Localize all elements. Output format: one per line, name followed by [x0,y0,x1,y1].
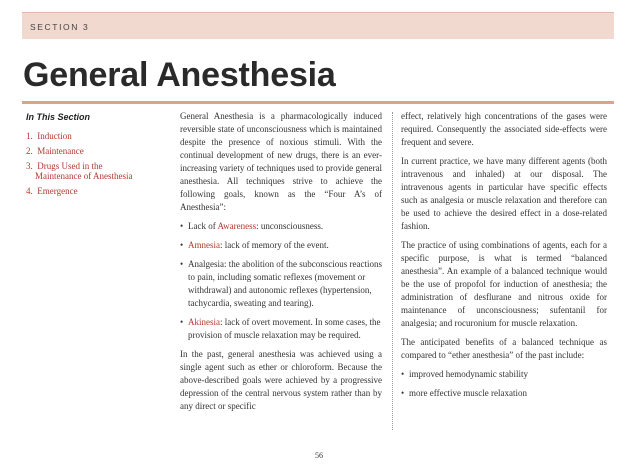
term-akinesia: Akinesia [188,317,220,327]
section-header-bar [22,12,614,39]
body-column-2 [401,110,607,406]
benefit-bullet-muscle: • more effective muscle relaxation [401,387,607,400]
page-title: General Anesthesia [23,56,336,94]
goal-bullet-akinesia: • Akinesia: lack of overt movement. In some cases, the provision of muscle relaxation may be required. [180,316,382,342]
goal-bullet-awareness: • Lack of Awareness: unconsciousness. [180,220,382,233]
term-awareness: Awareness [217,221,257,231]
goal-bullet-analgesia: • Analgesia: the abolition of the subconscious reactions to pain, including somatic reflexes (movement or withdrawal) and autonomic reflexes (hypertension, tachycardia, sweating and tearing). [180,258,382,310]
paragraph-benefits: The anticipated benefits of a balanced technique as compared to “ether anesthesia” of the past include: [401,337,607,360]
toc-item-emergence[interactable]: 4. Emergence [26,186,78,196]
paragraph-current-practice: In current practice, we have many different agents (both intravenous and inhaled) at our disposal. The intravenous agents in particular have specific effects such as analgesia or muscle relaxation and therefore can be used to achieve the desired effect in a dose-related fashion. [401,156,607,231]
history-paragraph: In the past, general anesthesia was achieved using a single agent such as ether or chloroform. Because the above-described goals were achieved by a progressive depression of the central nervous system rather than by any direct or specific [180,349,382,411]
benefit-bullet-hemodynamic: • improved hemodynamic stability [401,368,607,381]
section-toc [26,131,156,196]
section-label: SECTION 3 [30,22,90,32]
paragraph-side-effects: effect, relatively high concentrations of the gases were required. Consequently the associated side-effects were frequent and severe. [401,111,607,147]
goal-bullet-amnesia: • Amnesia: lack of memory of the event. [180,239,382,252]
page-number: 56 [315,451,323,460]
title-rule [22,101,614,104]
in-this-section-sidebar [26,112,156,201]
toc-item-maintenance[interactable]: 2. Maintenance [26,146,84,156]
term-amnesia: Amnesia [188,240,220,250]
column-divider [392,112,393,430]
toc-item-induction[interactable]: 1. Induction [26,131,72,141]
paragraph-balanced-anesthesia: The practice of using combinations of agents, each for a specific purpose, is what is termed “balanced anesthesia”. An example of a balanced technique would be the use of propofol for induction of anesthesia; the administration of desflurane and nitrous oxide for maintenance of unconsciousness; sufentanil for analgesia; and rocuronium for muscle relaxation. [401,240,607,328]
sidebar-heading: In This Section [26,112,91,122]
body-column-1 [180,110,382,419]
toc-item-drugs[interactable]: 3. Drugs Used in the Maintenance of Anesthesia [26,161,133,181]
intro-paragraph: General Anesthesia is a pharmacologically induced reversible state of unconsciousness which is maintained despite the presence of noxious stimuli. With the continual development of new drugs, there is an ever-increasing variety of techniques used to provide general anesthesia. All techniques strive to achieve the following goals, known as the “Four A’s of Anesthesia”: [180,111,382,212]
